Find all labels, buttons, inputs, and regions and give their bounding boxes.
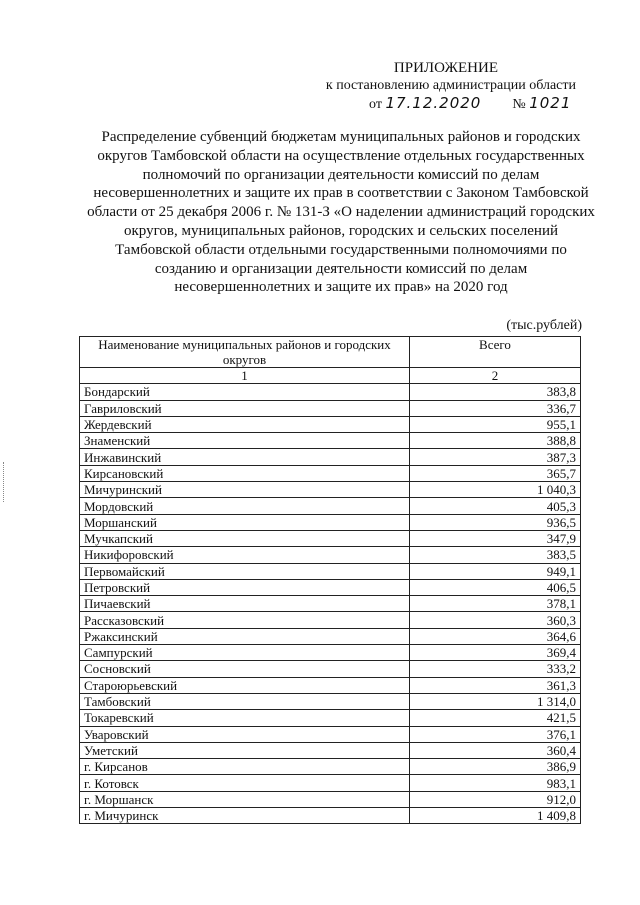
- table-row: [80, 775, 581, 791]
- row-value: 383,5: [410, 547, 581, 563]
- row-name: г. Мичуринск: [80, 808, 410, 824]
- row-value: 387,3: [410, 449, 581, 465]
- table-row: [80, 449, 581, 465]
- row-value: 405,3: [410, 498, 581, 514]
- table-row: [80, 433, 581, 449]
- row-name: Знаменский: [80, 433, 410, 449]
- row-value: 361,3: [410, 677, 581, 693]
- table-row: [80, 628, 581, 644]
- table-row: [80, 791, 581, 807]
- table-row: [80, 759, 581, 775]
- row-name: Сосновский: [80, 661, 410, 677]
- table-row: [80, 416, 581, 432]
- subvention-table: [79, 336, 581, 824]
- table-row: [80, 563, 581, 579]
- row-name: Мордовский: [80, 498, 410, 514]
- number-prefix: №: [512, 97, 526, 112]
- row-name: Инжавинский: [80, 449, 410, 465]
- appendix-label: ПРИЛОЖЕНИЕ: [393, 60, 498, 76]
- column-number-2: 2: [410, 368, 581, 384]
- row-name: Бондарский: [80, 384, 410, 400]
- row-name: Токаревский: [80, 710, 410, 726]
- row-name: Староюрьевский: [80, 677, 410, 693]
- row-name: Уметский: [80, 742, 410, 758]
- column-number-1: 1: [80, 368, 410, 384]
- row-value: 360,4: [410, 742, 581, 758]
- table-row: [80, 400, 581, 416]
- row-value: 421,5: [410, 710, 581, 726]
- date-line: [369, 94, 571, 113]
- number-value: 1021: [529, 94, 572, 112]
- document-title: Распределение субвенций бюджетам муниципальных районов и городских округов Тамбовской области на осуществление отдельных государственных полномочий по организации деятельности комиссий по делам несовершеннолетних и защите их прав в соответствии с Законом Тамбовской области от 25 декабря 2006 г. № 131-З «О наделении администраций городских округов, муниципальных районов, городских и сельских поселений Тамбовской области отдельными государственными полномочиями по созданию и организации деятельности комиссий по делам несовершеннолетних и защите их прав» на 2020 год: [87, 129, 595, 296]
- table-row: [80, 514, 581, 530]
- table-row: [80, 579, 581, 595]
- row-value: 983,1: [410, 775, 581, 791]
- row-value: 386,9: [410, 759, 581, 775]
- table-row: [80, 693, 581, 709]
- table-row: [80, 482, 581, 498]
- row-name: Рассказовский: [80, 612, 410, 628]
- table-row: [80, 726, 581, 742]
- row-name: г. Моршанск: [80, 791, 410, 807]
- row-name: Пичаевский: [80, 596, 410, 612]
- table-row: [80, 808, 581, 824]
- table-row: [80, 596, 581, 612]
- table-row: [80, 710, 581, 726]
- row-name: Мучкапский: [80, 530, 410, 546]
- row-value: 360,3: [410, 612, 581, 628]
- table-row: [80, 677, 581, 693]
- row-name: Тамбовский: [80, 693, 410, 709]
- row-name: Петровский: [80, 579, 410, 595]
- row-value: 388,8: [410, 433, 581, 449]
- row-name: Жердевский: [80, 416, 410, 432]
- row-name: Кирсановский: [80, 465, 410, 481]
- row-value: 1 040,3: [410, 482, 581, 498]
- date-prefix: от: [369, 97, 382, 112]
- row-name: Мичуринский: [80, 482, 410, 498]
- table-row: [80, 384, 581, 400]
- units-label: (тыс.рублей): [506, 318, 582, 333]
- row-value: 1 314,0: [410, 693, 581, 709]
- table-row: [80, 661, 581, 677]
- margin-marks: [3, 462, 6, 502]
- column-number-row: [80, 368, 581, 384]
- table-row: [80, 465, 581, 481]
- row-value: 336,7: [410, 400, 581, 416]
- row-name: Первомайский: [80, 563, 410, 579]
- header-name: Наименование муниципальных районов и городских округов: [80, 337, 410, 368]
- row-value: 955,1: [410, 416, 581, 432]
- row-value: 949,1: [410, 563, 581, 579]
- row-value: 333,2: [410, 661, 581, 677]
- row-name: Уваровский: [80, 726, 410, 742]
- table-row: [80, 498, 581, 514]
- resolution-text: к постановлению администрации области: [325, 78, 576, 93]
- row-value: 383,8: [410, 384, 581, 400]
- table-row: [80, 742, 581, 758]
- table-row: [80, 530, 581, 546]
- row-name: Гавриловский: [80, 400, 410, 416]
- row-value: 1 409,8: [410, 808, 581, 824]
- row-value: 406,5: [410, 579, 581, 595]
- row-value: 936,5: [410, 514, 581, 530]
- row-value: 369,4: [410, 645, 581, 661]
- row-name: г. Кирсанов: [80, 759, 410, 775]
- table-header-row: [80, 337, 581, 368]
- table-row: [80, 612, 581, 628]
- header-total: Всего: [410, 337, 581, 368]
- row-name: Сампурский: [80, 645, 410, 661]
- row-name: Никифоровский: [80, 547, 410, 563]
- table-row: [80, 547, 581, 563]
- table-row: [80, 645, 581, 661]
- row-value: 364,6: [410, 628, 581, 644]
- row-value: 347,9: [410, 530, 581, 546]
- row-value: 376,1: [410, 726, 581, 742]
- row-name: Моршанский: [80, 514, 410, 530]
- row-value: 365,7: [410, 465, 581, 481]
- row-name: Ржаксинский: [80, 628, 410, 644]
- row-name: г. Котовск: [80, 775, 410, 791]
- date-value: 17.12.2020: [385, 94, 482, 112]
- row-value: 912,0: [410, 791, 581, 807]
- row-value: 378,1: [410, 596, 581, 612]
